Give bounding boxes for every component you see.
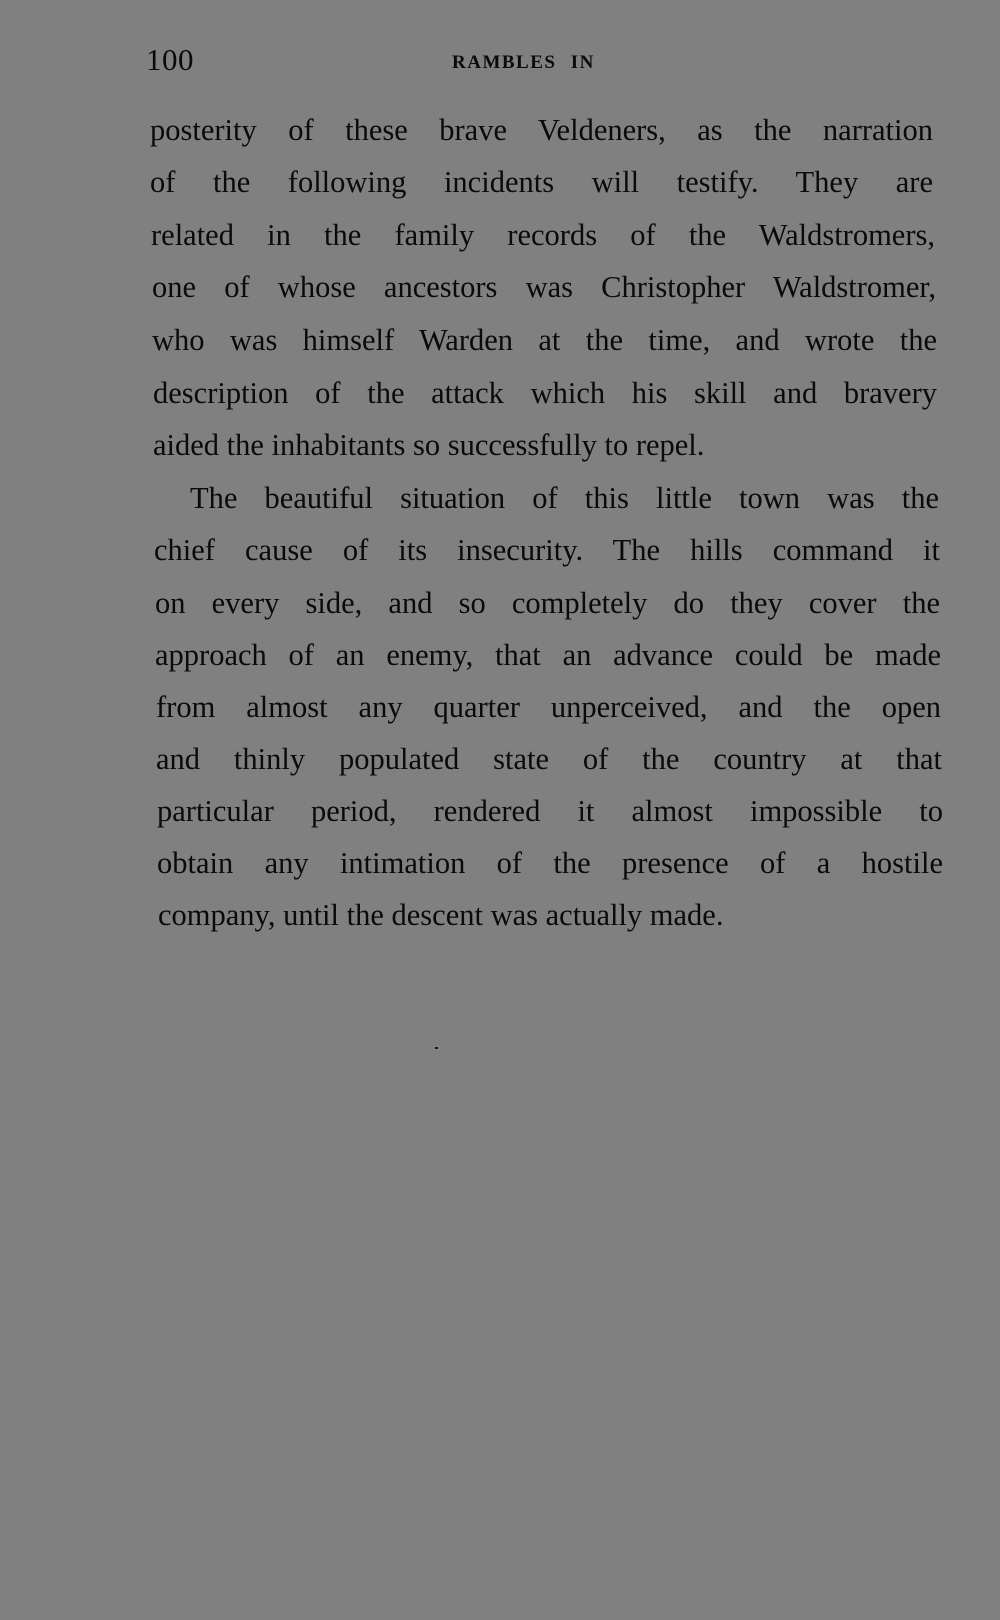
body-line: particular period, rendered it almost impossible to bbox=[157, 794, 943, 828]
ink-speck bbox=[435, 1047, 438, 1049]
body-line: related in the family records of the Waldstromers, bbox=[151, 218, 935, 252]
body-line: from almost any quarter unperceived, and the open bbox=[156, 690, 941, 724]
body-line: The beautiful situation of this little town was the bbox=[190, 481, 939, 515]
running-head: RAMBLES IN bbox=[452, 52, 595, 73]
body-line: one of whose ancestors was Christopher Waldstromer, bbox=[152, 270, 936, 304]
body-line: on every side, and so completely do they cover the bbox=[155, 586, 940, 620]
page-number: 100 bbox=[146, 42, 194, 77]
body-line: description of the attack which his skill and bravery bbox=[153, 376, 937, 410]
body-line: chief cause of its insecurity. The hills command it bbox=[154, 533, 940, 567]
body-line: of the following incidents will testify. They are bbox=[150, 165, 933, 199]
body-line: approach of an enemy, that an advance could be made bbox=[155, 638, 941, 672]
body-line: company, until the descent was actually made. bbox=[158, 898, 724, 932]
body-line: who was himself Warden at the time, and wrote the bbox=[152, 323, 937, 357]
body-line: posterity of these brave Veldeners, as the narration bbox=[150, 113, 933, 147]
body-line: aided the inhabitants so successfully to repel. bbox=[153, 428, 705, 462]
body-line: obtain any intimation of the presence of a hostile bbox=[157, 846, 943, 880]
body-line: and thinly populated state of the country at that bbox=[156, 742, 942, 776]
